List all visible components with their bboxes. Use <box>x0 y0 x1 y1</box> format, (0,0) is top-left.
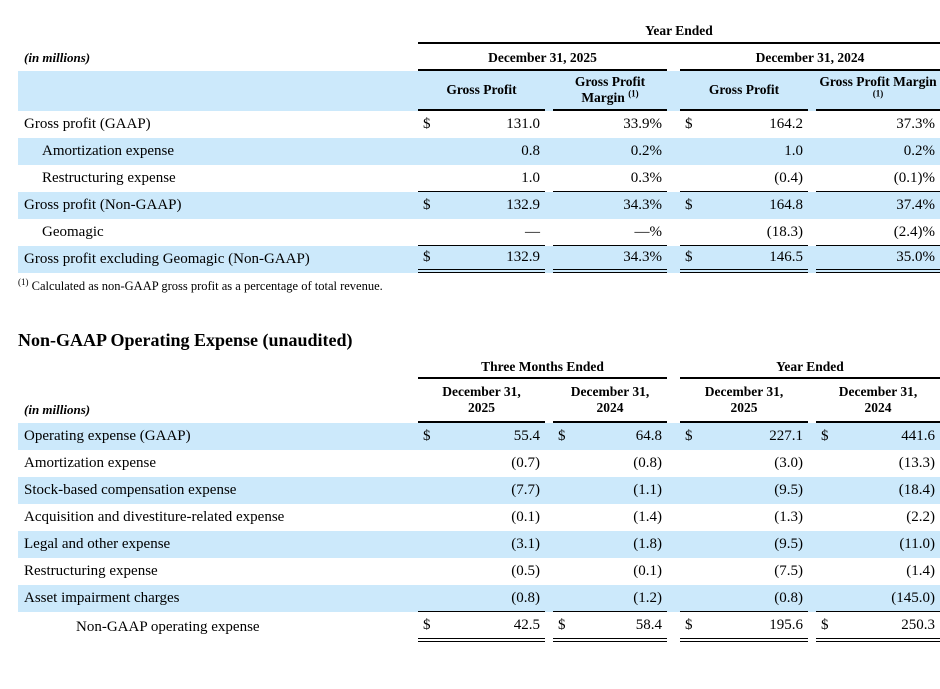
value: (2.4)% <box>893 223 935 240</box>
currency-symbol: $ <box>685 616 693 633</box>
value: (18.4) <box>898 482 935 498</box>
value: (1.1) <box>633 482 662 498</box>
column-header-row <box>18 71 940 111</box>
value: 35.0% <box>896 249 935 265</box>
value-cell <box>553 138 667 165</box>
currency-symbol: $ <box>821 428 829 444</box>
value-cell <box>553 111 667 138</box>
value: 131.0 <box>506 116 540 132</box>
row-label: Gross profit excluding Geomagic (Non-GAAP) <box>24 251 310 267</box>
value: 0.3% <box>630 169 662 186</box>
year-ended-header: Year Ended <box>418 14 940 44</box>
value-cell <box>680 612 808 642</box>
value: (0.7) <box>511 455 540 471</box>
value-cell <box>680 423 808 450</box>
value-cell <box>553 165 667 192</box>
table-row <box>18 585 940 612</box>
year-ended-header: Year Ended <box>680 359 940 379</box>
value-cell <box>553 477 667 504</box>
value-cell <box>553 450 667 477</box>
currency-symbol: $ <box>423 197 431 213</box>
value-cell <box>553 558 667 585</box>
value: (0.8) <box>633 455 662 471</box>
value: 34.3% <box>623 249 662 265</box>
header-spacer <box>18 71 418 111</box>
value-cell <box>816 246 940 273</box>
value-cell <box>816 477 940 504</box>
value-cell <box>553 423 667 450</box>
table-row <box>18 558 940 585</box>
value: (1.4) <box>633 509 662 525</box>
column-header-gross-profit-margin-2: Gross Profit Margin $^{(1)}$ <box>816 71 940 111</box>
value: 37.3% <box>896 116 935 132</box>
value: 132.9 <box>506 249 540 265</box>
value-cell <box>816 192 940 219</box>
value-cell <box>680 138 808 165</box>
currency-symbol: $ <box>423 616 431 633</box>
value: 34.3% <box>623 197 662 213</box>
row-label: Amortization expense <box>24 455 157 471</box>
value: 195.6 <box>769 616 803 633</box>
table-row <box>18 165 940 192</box>
value: (9.5) <box>774 482 803 498</box>
column-header-gross-profit-margin-1: Gross Profit Margin $^{(1)}$ <box>553 71 667 111</box>
period-header-row <box>18 14 940 44</box>
table-row <box>18 477 940 504</box>
value: 0.2% <box>903 143 935 159</box>
row-label: Restructuring expense <box>42 170 176 186</box>
column-header-date: December 31, 2025 <box>680 379 808 423</box>
value-cell <box>418 558 545 585</box>
value-cell <box>418 423 545 450</box>
currency-symbol: $ <box>423 249 431 265</box>
value-cell <box>553 504 667 531</box>
value: — <box>525 223 540 240</box>
value-cell <box>816 111 940 138</box>
value-cell <box>816 165 940 192</box>
in-millions-label: (in millions) <box>24 402 91 417</box>
value-cell <box>680 504 808 531</box>
value-cell <box>816 531 940 558</box>
row-label: Geomagic <box>42 224 104 240</box>
value: (0.1)% <box>893 169 935 186</box>
value: 42.5 <box>513 616 540 633</box>
value: 64.8 <box>635 428 662 444</box>
value: 250.3 <box>901 616 935 633</box>
value-cell <box>418 612 545 642</box>
footnote-marker: (1) <box>872 88 884 99</box>
currency-symbol: $ <box>423 428 431 444</box>
value-cell <box>680 450 808 477</box>
value: 1.0 <box>521 169 540 186</box>
value: (145.0) <box>891 589 935 606</box>
column-group-header-2024: December 31, 2024 <box>680 44 940 71</box>
row-label: Non-GAAP operating expense <box>76 618 260 635</box>
document-page <box>18 0 940 642</box>
value: (0.8) <box>774 589 803 606</box>
row-label: Stock-based compensation expense <box>24 482 237 498</box>
table-row <box>18 450 940 477</box>
value: (2.2) <box>906 509 935 525</box>
value-cell <box>816 612 940 642</box>
value: (1.4) <box>906 563 935 579</box>
value-cell <box>418 192 545 219</box>
value-cell <box>680 246 808 273</box>
row-label: Operating expense (GAAP) <box>24 428 191 444</box>
value-cell <box>816 585 940 612</box>
gross-profit-table <box>18 14 940 294</box>
value: 164.8 <box>769 197 803 213</box>
operating-expense-table <box>18 359 940 642</box>
currency-symbol: $ <box>685 116 693 132</box>
value-cell <box>418 219 545 246</box>
value: 1.0 <box>784 143 803 159</box>
value-cell <box>553 585 667 612</box>
row-label: Legal and other expense <box>24 536 171 552</box>
date-header-row <box>18 379 940 423</box>
value-cell <box>680 585 808 612</box>
value-cell <box>680 531 808 558</box>
row-label: Gross profit (GAAP) <box>24 116 151 132</box>
currency-symbol: $ <box>558 428 566 444</box>
value-cell <box>816 219 940 246</box>
footnote-marker: (1) <box>628 88 639 99</box>
value: —% <box>634 223 662 240</box>
value: (7.7) <box>511 482 540 498</box>
value-cell <box>553 246 667 273</box>
footnote <box>18 276 940 294</box>
value: (13.3) <box>898 455 935 471</box>
value: (3.0) <box>774 455 803 471</box>
table-row <box>18 531 940 558</box>
row-label: Restructuring expense <box>24 563 158 579</box>
table-row <box>18 504 940 531</box>
value: (7.5) <box>774 563 803 579</box>
value: 227.1 <box>769 428 803 444</box>
value-cell <box>553 219 667 246</box>
currency-symbol: $ <box>685 197 693 213</box>
value: (1.2) <box>633 589 662 606</box>
value: (3.1) <box>511 536 540 552</box>
currency-symbol: $ <box>423 116 431 132</box>
section-heading: Non-GAAP Operating Expense (unaudited) <box>18 330 353 350</box>
column-header-gross-profit-2: Gross Profit <box>680 71 808 111</box>
value-cell <box>680 219 808 246</box>
currency-symbol: $ <box>821 616 829 633</box>
value-cell <box>680 111 808 138</box>
currency-symbol: $ <box>685 249 693 265</box>
value: (0.1) <box>633 563 662 579</box>
column-header-date: December 31, 2024 <box>816 379 940 423</box>
column-header-date: December 31, 2025 <box>418 379 545 423</box>
column-header-date: December 31, 2024 <box>553 379 667 423</box>
currency-symbol: $ <box>558 616 566 633</box>
value: (1.3) <box>774 509 803 525</box>
value-cell <box>680 192 808 219</box>
column-header-gross-profit-1: Gross Profit <box>418 71 545 111</box>
value: (9.5) <box>774 536 803 552</box>
value-cell <box>553 612 667 642</box>
value: 146.5 <box>769 249 803 265</box>
value: (0.5) <box>511 563 540 579</box>
date-group-header-row <box>18 44 940 71</box>
table-row <box>18 423 940 450</box>
value-cell <box>816 558 940 585</box>
value-cell <box>418 111 545 138</box>
value-cell <box>680 558 808 585</box>
value-cell <box>816 138 940 165</box>
value: (0.4) <box>774 169 803 186</box>
value-cell <box>418 504 545 531</box>
row-label: Asset impairment charges <box>24 590 180 606</box>
value: (0.1) <box>511 509 540 525</box>
value: (0.8) <box>511 589 540 606</box>
value: 58.4 <box>635 616 662 633</box>
value-cell <box>816 423 940 450</box>
value-cell <box>816 450 940 477</box>
value-cell <box>553 192 667 219</box>
value: (1.8) <box>633 536 662 552</box>
in-millions-label: (in millions) <box>24 50 91 65</box>
value: 164.2 <box>769 116 803 132</box>
value-cell <box>418 165 545 192</box>
value: 33.9% <box>623 116 662 132</box>
value-cell <box>418 477 545 504</box>
table-row <box>18 246 940 273</box>
value-cell <box>680 477 808 504</box>
table-row-total <box>18 612 940 642</box>
value-cell <box>680 165 808 192</box>
table-row <box>18 192 940 219</box>
value: 37.4% <box>896 197 935 213</box>
value-cell <box>418 450 545 477</box>
column-group-header-2025: December 31, 2025 <box>418 44 667 71</box>
value: 132.9 <box>506 197 540 213</box>
value-cell <box>418 585 545 612</box>
footnote-marker: (1) <box>18 276 29 287</box>
three-months-ended-header: Three Months Ended <box>418 359 667 379</box>
table-row <box>18 138 940 165</box>
value-cell <box>418 246 545 273</box>
period-header-row <box>18 359 940 379</box>
table-row <box>18 219 940 246</box>
value: 0.2% <box>630 143 662 159</box>
row-label: Acquisition and divestiture-related expense <box>24 509 285 525</box>
value: (11.0) <box>899 536 935 552</box>
table-row <box>18 111 940 138</box>
footnote-text: Calculated as non-GAAP gross profit as a percentage of total revenue. <box>31 279 383 293</box>
value-cell <box>418 531 545 558</box>
row-label: Gross profit (Non-GAAP) <box>24 197 182 213</box>
value-cell <box>816 504 940 531</box>
value: (18.3) <box>766 223 803 240</box>
currency-symbol: $ <box>685 428 693 444</box>
row-label: Amortization expense <box>42 143 175 159</box>
value: 0.8 <box>521 143 540 159</box>
value: 55.4 <box>513 428 540 444</box>
value: 441.6 <box>901 428 935 444</box>
value-cell <box>418 138 545 165</box>
value-cell <box>553 531 667 558</box>
